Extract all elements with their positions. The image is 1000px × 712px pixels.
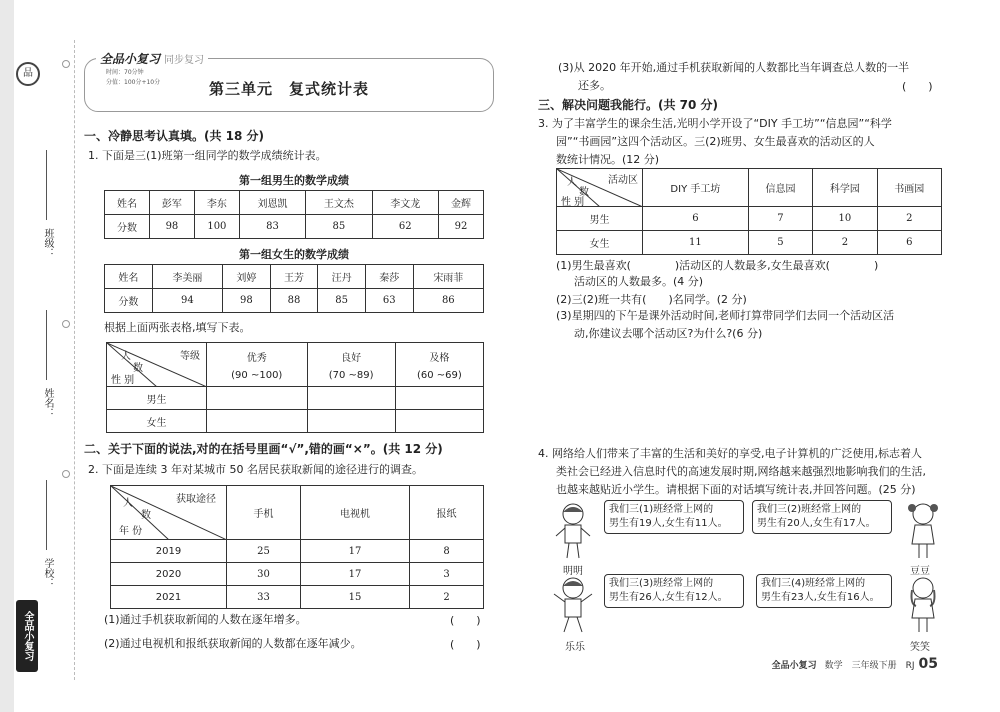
girls-score-cell: 88: [270, 289, 318, 313]
boys-score-cell: 92: [438, 215, 483, 239]
q3-a2: (2)三(2)班一共有( )名同学。(2 分): [556, 293, 747, 306]
news-cell: 3: [410, 563, 484, 586]
news-survey-table: [110, 485, 484, 609]
girls-score-cell: 姓名: [105, 265, 153, 289]
boys-score-cell: 62: [372, 215, 438, 239]
girls-score-cell: 63: [365, 289, 413, 313]
activity-cell: 2: [813, 231, 877, 255]
statement-3-line1: (3)从 2020 年开始,通过手机获取新闻的人数都比当年调查总人数的一半: [558, 61, 910, 74]
fill-row-girls: 女生: [107, 410, 207, 433]
boys-score-cell: 李文龙: [372, 191, 438, 215]
q3-a3-line1: (3)星期四的下午是课外活动时间,老师打算带同学们去同一个活动区活: [556, 309, 895, 322]
q3-line2: 园”“书画园”这四个活动区。三(2)班男、女生最喜欢的活动区的人: [556, 135, 875, 148]
name-xiaoxiao: 笑笑: [910, 642, 930, 653]
activity-table: [556, 168, 942, 255]
fill-col-pass: 及格 (60 ~69): [395, 343, 483, 387]
answer-paren-2[interactable]: ( ): [450, 638, 481, 651]
part2-heading: 二、关于下面的说法,对的在括号里画“√”,错的画“×”。(共 12 分): [84, 442, 443, 456]
activity-row: [557, 207, 942, 231]
girls-score-cell: 85: [318, 289, 366, 313]
boy-mingming-illustration: [548, 502, 598, 560]
name-lele: 乐乐: [565, 642, 585, 653]
girls-score-row: [105, 265, 484, 289]
news-cell: 2: [410, 586, 484, 609]
q4-line2: 类社会已经进入信息时代的高速发展时期,网络越来越强烈地影响我们的生活,: [556, 465, 926, 478]
binding-hole-icon: [62, 60, 70, 68]
boys-score-row: [105, 215, 484, 239]
boys-score-cell: 85: [306, 215, 372, 239]
girls-score-cell: 94: [152, 289, 222, 313]
name-mingming: 明明: [563, 566, 583, 577]
fill-row-boys: 男生: [107, 387, 207, 410]
fill-cell[interactable]: [207, 387, 308, 410]
news-cell: 33: [227, 586, 301, 609]
boys-caption: 第一组男生的数学成绩: [239, 174, 349, 187]
girls-score-cell: 王芳: [270, 265, 318, 289]
activity-cell: 11: [643, 231, 749, 255]
boys-score-table: [104, 190, 484, 239]
news-cell: 30: [227, 563, 301, 586]
news-cell: 2019: [111, 540, 227, 563]
news-row: [111, 563, 484, 586]
girls-score-cell: 98: [223, 289, 271, 313]
q4-line1: 4. 网络给人们带来了丰富的生活和美好的享受,电子计算机的广泛使用,标志着人: [538, 447, 922, 460]
school-label: 学校：: [42, 558, 53, 588]
activity-table-corner: 活动区 人 数 性 别: [557, 169, 643, 207]
answer-paren-3[interactable]: ( ): [902, 80, 933, 93]
activity-cell: 10: [813, 207, 877, 231]
q2-text: 2. 下面是连续 3 年对某城市 50 名居民获取新闻的途径进行的调查。: [88, 463, 423, 476]
activity-row: [557, 231, 942, 255]
boys-score-row: [105, 191, 484, 215]
fill-col-excellent: 优秀 (90 ~100): [207, 343, 308, 387]
girls-score-cell: 宋雨菲: [413, 265, 483, 289]
statement-1: (1)通过手机获取新闻的人数在逐年增多。: [104, 613, 307, 626]
fill-col-good: 良好 (70 ~89): [307, 343, 395, 387]
statement-2: (2)通过电视机和报纸获取新闻的人数都在逐年减少。: [104, 637, 362, 650]
bubble-class1: 我们三(1)班经常上网的 男生有19人,女生有11人。: [604, 500, 744, 534]
activity-col-info: 信息园: [748, 169, 812, 207]
answer-paren-1[interactable]: ( ): [450, 614, 481, 627]
activity-cell: 7: [748, 207, 812, 231]
activity-col-science: 科学园: [813, 169, 877, 207]
binding-hole-icon: [62, 470, 70, 478]
girls-score-cell: 汪丹: [318, 265, 366, 289]
boys-score-cell: 金辉: [438, 191, 483, 215]
page-footer: 全品小复习 数学 三年级下册 RJ 05: [771, 656, 938, 672]
activity-cell: 6: [877, 231, 941, 255]
girl-xiaoxiao-illustration: [898, 576, 948, 634]
q4-line3: 也越来越贴近小学生。请根据下面的对话填写统计表,并回答问题。(25 分): [556, 483, 916, 496]
news-col-paper: 报纸: [410, 486, 484, 540]
boys-score-cell: 98: [149, 215, 194, 239]
news-cell: 15: [300, 586, 409, 609]
girls-caption: 第一组女生的数学成绩: [239, 248, 349, 261]
class-line: [46, 150, 47, 220]
part3-heading: 三、解决问题我能行。(共 70 分): [538, 98, 719, 112]
header-brand: 全品小复习 同步复习: [96, 50, 208, 67]
name-label: 姓名：: [42, 388, 53, 418]
activity-cell: 5: [748, 231, 812, 255]
class-label: 班级：: [42, 228, 53, 258]
fill-instruction: 根据上面两张表格,填写下表。: [104, 321, 251, 334]
girls-score-cell: 86: [413, 289, 483, 313]
news-table-corner: 获取途径 人 数 年 份: [111, 486, 227, 540]
q3-a1-line2: 活动区的人数最多。(4 分): [574, 275, 704, 288]
news-row: [111, 586, 484, 609]
news-cell: 25: [227, 540, 301, 563]
page-number: 05: [918, 656, 938, 672]
statement-3-line2: 还多。: [578, 79, 611, 92]
time-info: 时间：70分钟 分值：100分+10分: [106, 69, 161, 86]
fill-cell[interactable]: [307, 387, 395, 410]
name-line: [46, 310, 47, 380]
girls-score-cell: 刘婷: [223, 265, 271, 289]
activity-col-diy: DIY 手工坊: [643, 169, 749, 207]
news-cell: 17: [300, 540, 409, 563]
boys-score-cell: 姓名: [105, 191, 150, 215]
boys-score-cell: 83: [239, 215, 305, 239]
q3-line3: 数统计情况。(12 分): [556, 153, 660, 166]
fill-cell[interactable]: [307, 410, 395, 433]
activity-col-art: 书画园: [877, 169, 941, 207]
news-cell: 8: [410, 540, 484, 563]
boys-score-cell: 分数: [105, 215, 150, 239]
part1-heading: 一、冷静思考认真填。(共 18 分): [84, 129, 265, 143]
boys-score-cell: 彭军: [149, 191, 194, 215]
bubble-class4: 我们三(4)班经常上网的 男生有23人,女生有16人。: [756, 574, 892, 608]
boys-score-cell: 李东: [194, 191, 239, 215]
sidebar-brand: 全品小复习: [16, 600, 38, 672]
cut-line: [74, 40, 75, 680]
boys-score-cell: 100: [194, 215, 239, 239]
news-row: [111, 540, 484, 563]
news-cell: 17: [300, 563, 409, 586]
emblem-icon: 品: [16, 62, 40, 86]
bubble-class2: 我们三(2)班经常上网的 男生有20人,女生有17人。: [752, 500, 892, 534]
girls-score-row: [105, 289, 484, 313]
name-doudou: 豆豆: [910, 566, 930, 577]
fill-grade-table: [106, 342, 484, 433]
binding-margin: [0, 0, 80, 712]
binding-hole-icon: [62, 320, 70, 328]
fill-cell[interactable]: [395, 387, 483, 410]
unit-title: 第三单元 复式统计表: [208, 80, 369, 98]
fill-table-corner: 等级 人 数 性 别: [107, 343, 207, 387]
news-col-phone: 手机: [227, 486, 301, 540]
q1-text: 1. 下面是三(1)班第一组同学的数学成绩统计表。: [88, 149, 327, 162]
girls-score-cell: 李美丽: [152, 265, 222, 289]
activity-cell: 女生: [557, 231, 643, 255]
girls-score-table: [104, 264, 484, 313]
news-cell: 2021: [111, 586, 227, 609]
bubble-class3: 我们三(3)班经常上网的 男生有26人,女生有12人。: [604, 574, 744, 608]
activity-cell: 2: [877, 207, 941, 231]
q3-a3-line2: 动,你建议去哪个活动区?为什么?(6 分): [574, 327, 763, 340]
girls-score-cell: 分数: [105, 289, 153, 313]
fill-cell[interactable]: [207, 410, 308, 433]
boys-score-cell: 王文杰: [306, 191, 372, 215]
school-line: [46, 480, 47, 550]
boy-lele-illustration: [548, 576, 598, 634]
fill-cell[interactable]: [395, 410, 483, 433]
girl-doudou-illustration: [898, 502, 948, 560]
q3-a1-line1: (1)男生最喜欢( )活动区的人数最多,女生最喜欢( ): [556, 259, 879, 272]
boys-score-cell: 刘恩凯: [239, 191, 305, 215]
margin-strip: [0, 0, 14, 712]
news-cell: 2020: [111, 563, 227, 586]
activity-cell: 6: [643, 207, 749, 231]
news-col-tv: 电视机: [300, 486, 409, 540]
q3-line1: 3. 为了丰富学生的课余生活,光明小学开设了“DIY 手工坊”“信息园”“科学: [538, 117, 892, 130]
girls-score-cell: 秦莎: [365, 265, 413, 289]
activity-cell: 男生: [557, 207, 643, 231]
